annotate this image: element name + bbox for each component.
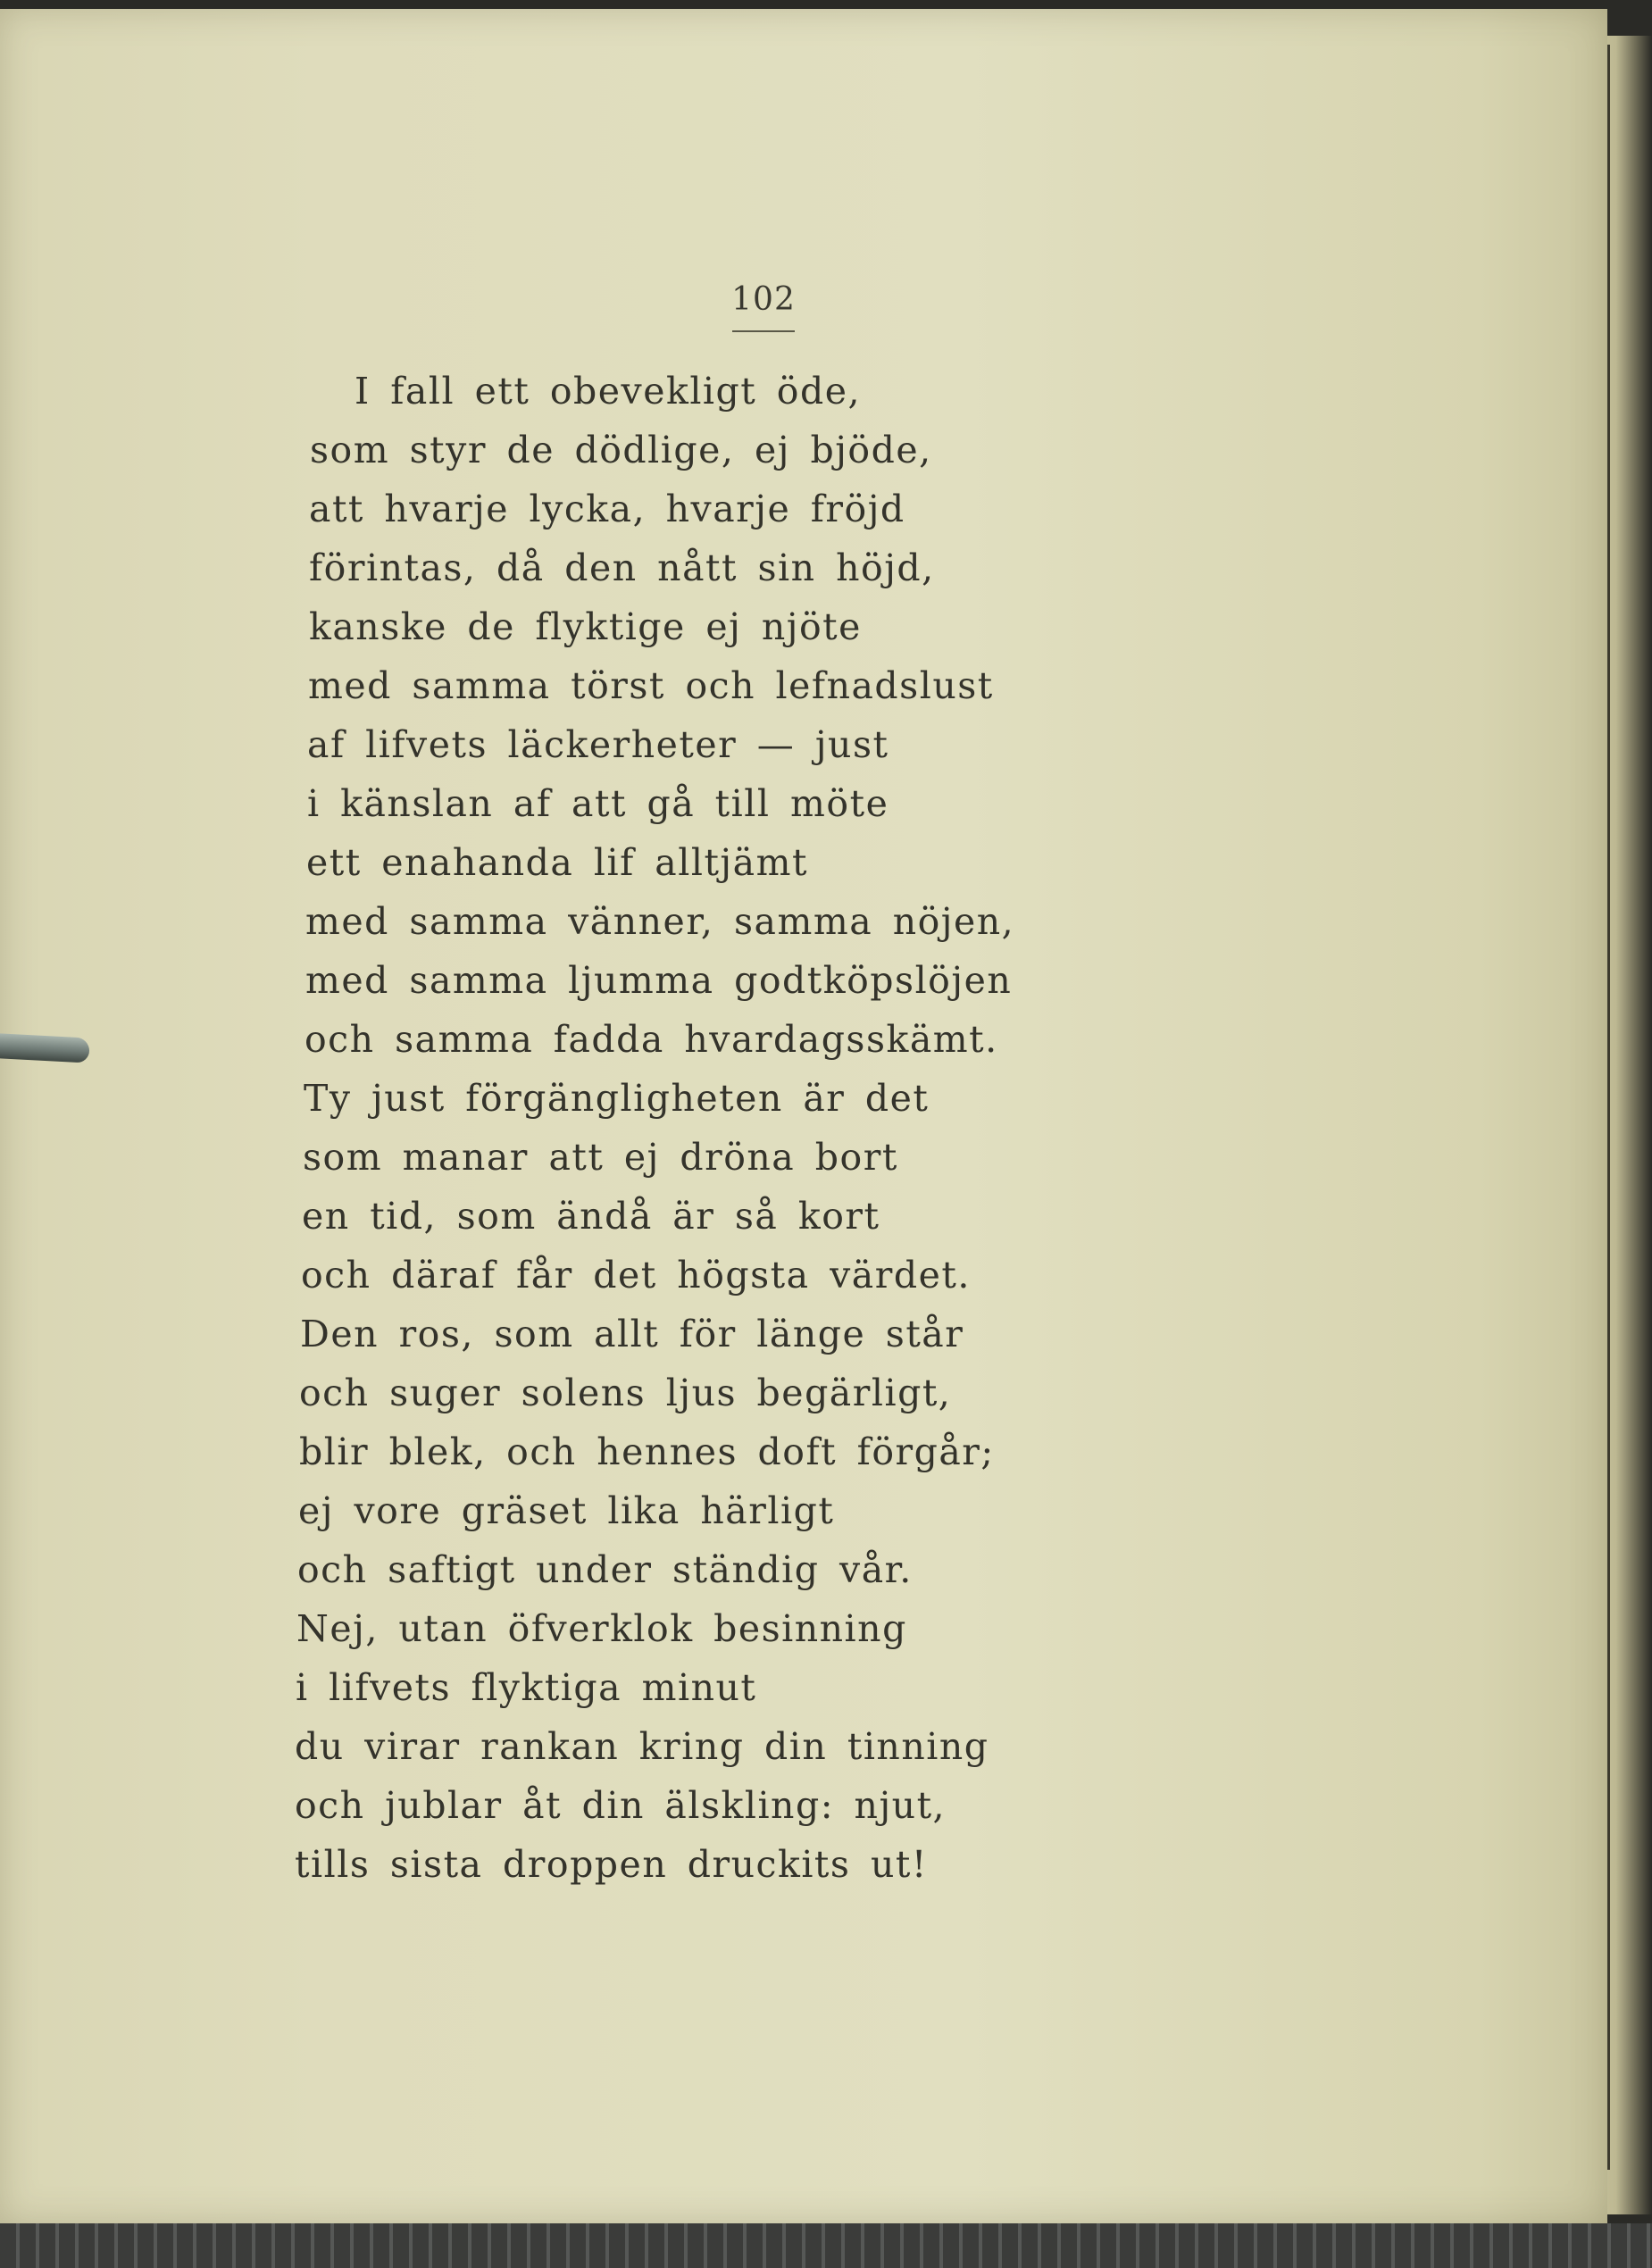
poem-line: förintas, då den nått sin höjd, [309, 546, 935, 589]
poem-line: blir blek, och hennes doft förgår; [299, 1430, 995, 1473]
poem-line: som manar att ej dröna bort [303, 1136, 898, 1179]
page-binding-line [1607, 45, 1610, 2170]
poem-line: med samma ljumma godtköpslöjen [305, 959, 1013, 1002]
scanner-bottom-edge [0, 2223, 1652, 2268]
poem-line: i känslan af att gå till möte [307, 782, 889, 825]
page-number-rule [732, 330, 795, 332]
poem-line: med samma vänner, samma nöjen, [305, 900, 1015, 943]
bookmark-ribbon [0, 1033, 89, 1063]
poem-line: I fall ett obevekligt öde, [355, 370, 862, 413]
poem-line: och däraf får det högsta värdet. [301, 1254, 971, 1297]
poem-line: en tid, som ändå är så kort [302, 1195, 880, 1238]
poem-line: Nej, utan öfverklok besinning [296, 1607, 907, 1650]
poem-line: du virar rankan kring din tinning [295, 1725, 989, 1768]
poem-line: ett enahanda lif alltjämt [306, 841, 808, 884]
poem-text [295, 362, 1348, 1894]
poem-line: och jublar åt din älskling: njut, [295, 1784, 947, 1827]
poem-line: tills sista droppen druckits ut! [295, 1843, 928, 1886]
page-number: 102 [731, 281, 796, 318]
poem-line: och samma fadda hvardagsskämt. [305, 1018, 998, 1061]
poem-line: och saftigt under ständig vår. [297, 1548, 913, 1591]
poem-line: som styr de dödlige, ej bjöde, [310, 429, 932, 471]
poem-line: Ty just förgängligheten är det [304, 1077, 930, 1120]
poem-line: ej vore gräset lika härligt [298, 1489, 835, 1532]
poem-line: med samma törst och lefnadslust [308, 664, 994, 707]
book-page [0, 9, 1607, 2223]
poem-line: af lifvets läckerheter — just [307, 723, 889, 766]
poem-line: och suger solens ljus begärligt, [299, 1372, 952, 1414]
poem-line: kanske de flyktige ej njöte [309, 605, 862, 648]
poem-line: Den ros, som allt för länge står [300, 1313, 964, 1355]
poem-line: att hvarje lycka, hvarje fröjd [309, 488, 905, 530]
poem-line: i lifvets flyktiga minut [296, 1666, 757, 1709]
